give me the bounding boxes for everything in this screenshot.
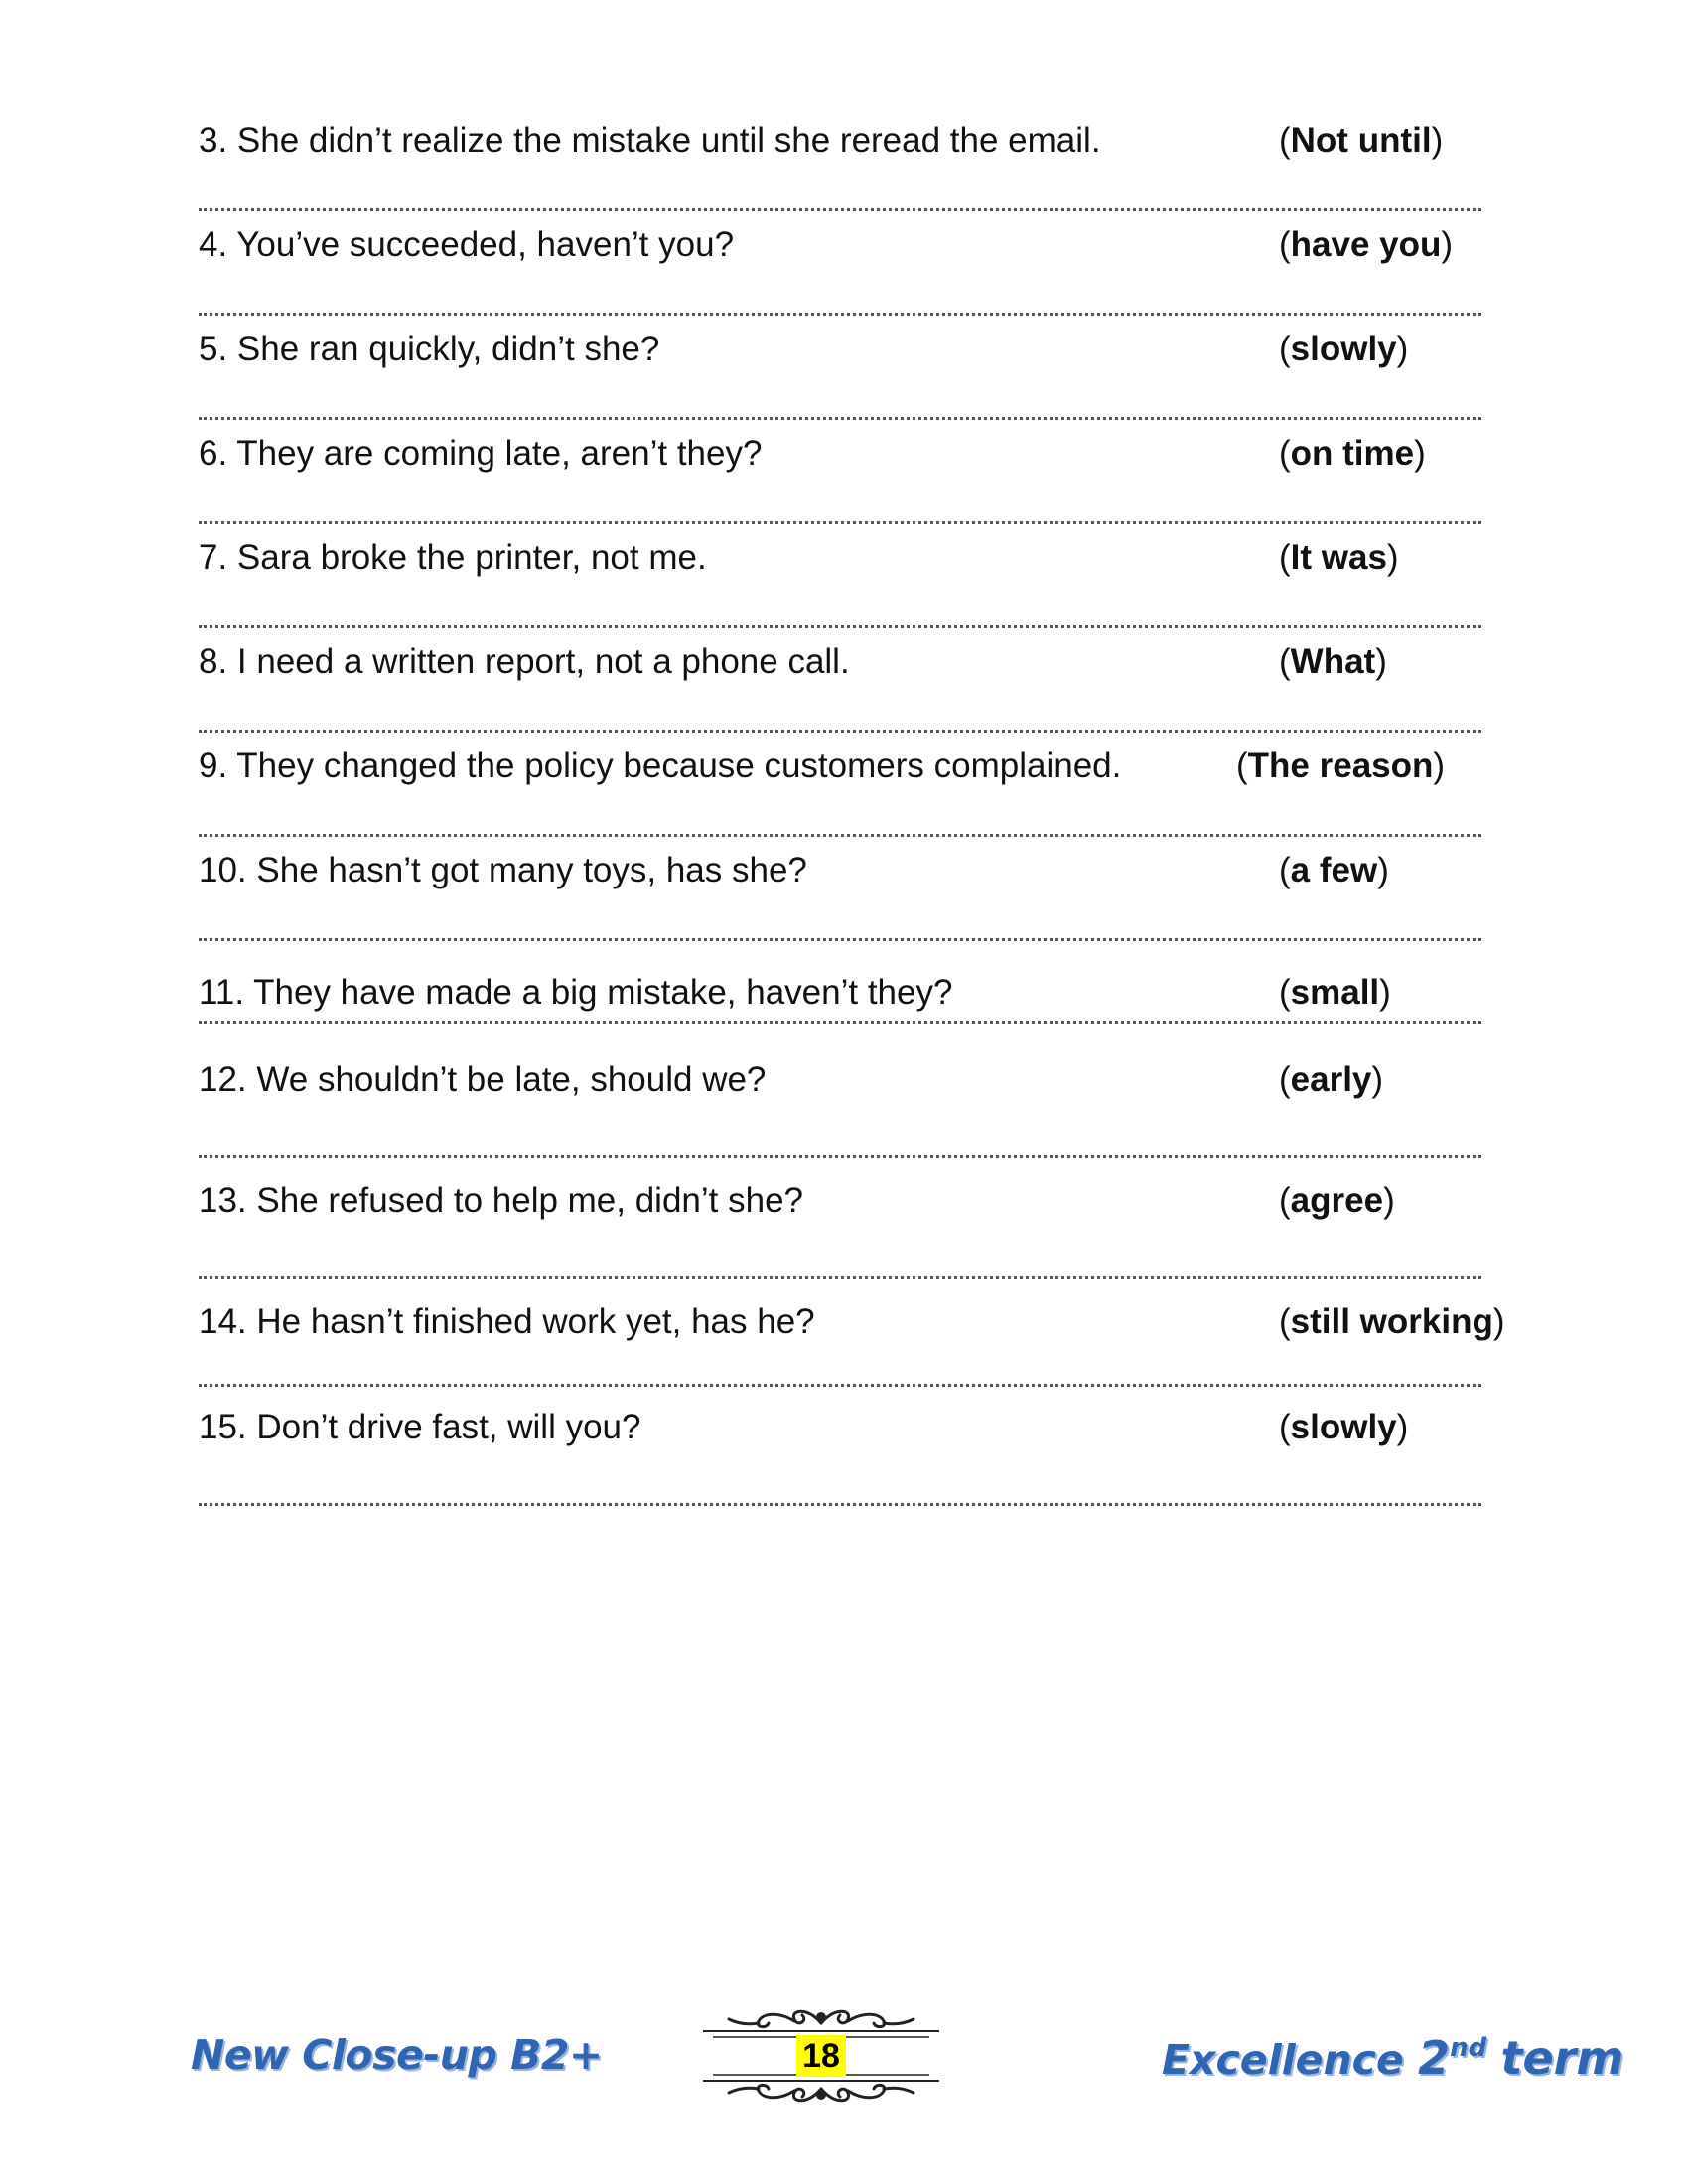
answer-line[interactable]: [199, 417, 1481, 420]
page-number: 18: [796, 2035, 846, 2077]
hint-word: have you: [1290, 225, 1442, 264]
answer-line[interactable]: [199, 834, 1481, 837]
footer-term-suffix: nd: [1450, 2033, 1487, 2063]
hint-word: slowly: [1290, 1408, 1397, 1446]
answer-line[interactable]: [199, 1384, 1481, 1387]
hint-word: on time: [1290, 434, 1415, 473]
hint-word: The reason: [1247, 747, 1434, 785]
question-text: 15. Don’t drive fast, will you?: [199, 1408, 641, 1446]
hint-word: slowly: [1290, 330, 1397, 368]
question-hint: (Not until): [1279, 121, 1444, 160]
footer-term-label: [1162, 2031, 1623, 2085]
question-text: 8. I need a written report, not a phone call.: [199, 642, 850, 681]
answer-line[interactable]: [199, 208, 1481, 211]
question-text: 4. You’ve succeeded, haven’t you?: [199, 225, 735, 264]
footer-term-number: 2: [1418, 2031, 1451, 2085]
answer-line[interactable]: [199, 1276, 1481, 1279]
question-text: 14. He hasn’t finished work yet, has he?: [199, 1302, 815, 1341]
answer-line[interactable]: [199, 521, 1481, 524]
question-hint: (It was): [1279, 538, 1399, 577]
hint-word: small: [1290, 973, 1380, 1012]
question-hint: (on time): [1279, 434, 1426, 473]
footer-term-word: Excellence: [1162, 2036, 1404, 2084]
question-text: 6. They are coming late, aren’t they?: [199, 434, 763, 473]
question-hint: (small): [1279, 973, 1391, 1012]
question-hint: (slowly): [1279, 330, 1409, 368]
footer-term-text: term: [1500, 2031, 1624, 2085]
answer-line[interactable]: [199, 313, 1481, 316]
question-text: 11. They have made a big mistake, haven’t they?: [199, 973, 953, 1012]
question-hint: (a few): [1279, 851, 1389, 889]
footer-book-title: New Close-up B2+: [191, 2031, 603, 2079]
answer-line[interactable]: [199, 938, 1481, 941]
answer-line[interactable]: [199, 1503, 1481, 1506]
hint-word: Not until: [1290, 121, 1432, 160]
question-text: 10. She hasn’t got many toys, has she?: [199, 851, 807, 889]
answer-line[interactable]: [199, 625, 1481, 628]
question-hint: (agree): [1279, 1181, 1395, 1220]
question-text: 13. She refused to help me, didn’t she?: [199, 1181, 804, 1220]
question-text: 5. She ran quickly, didn’t she?: [199, 330, 660, 368]
hint-word: What: [1290, 642, 1376, 681]
question-hint: (still working): [1279, 1302, 1505, 1341]
question-hint: (What): [1279, 642, 1387, 681]
hint-word: still working: [1290, 1302, 1493, 1341]
hint-word: It was: [1290, 538, 1387, 577]
question-hint: (The reason): [1236, 747, 1446, 785]
question-text: 9. They changed the policy because customers complained.: [199, 747, 1122, 785]
question-hint: (early): [1279, 1060, 1384, 1099]
answer-line[interactable]: [199, 1021, 1481, 1024]
question-text: 12. We shouldn’t be late, should we?: [199, 1060, 767, 1099]
answer-line[interactable]: [199, 730, 1481, 733]
question-hint: (have you): [1279, 225, 1454, 264]
hint-word: agree: [1290, 1181, 1384, 1220]
answer-line[interactable]: [199, 1155, 1481, 1158]
question-text: 3. She didn’t realize the mistake until she reread the email.: [199, 121, 1101, 160]
hint-word: a few: [1290, 851, 1378, 889]
question-hint: (slowly): [1279, 1408, 1409, 1446]
question-text: 7. Sara broke the printer, not me.: [199, 538, 707, 577]
hint-word: early: [1290, 1060, 1372, 1099]
